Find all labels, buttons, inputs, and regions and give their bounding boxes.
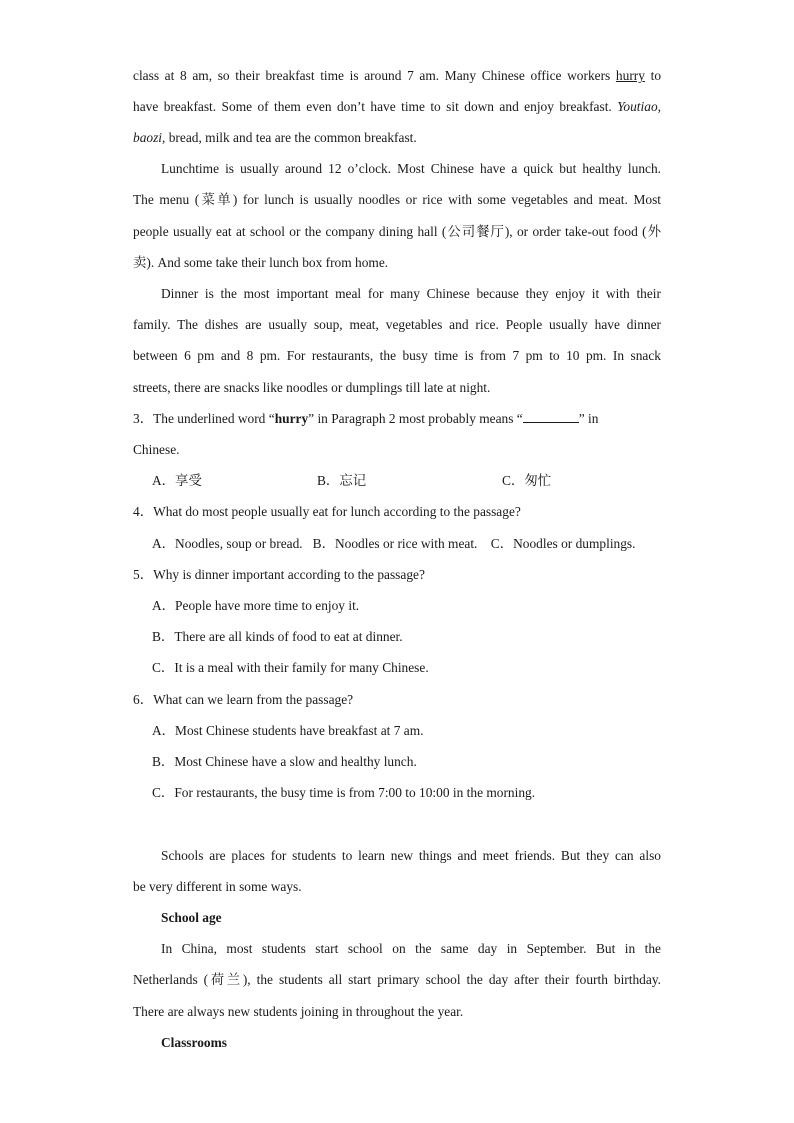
question-5-option-c: C．It is a meal with their family for many Chinese. [152, 660, 429, 675]
passage2-heading-school-age: School age [161, 910, 222, 925]
passage1-p2-line3: people usually eat at school or the company dining hall (公司餐厅), or order take-out food (外 [133, 224, 661, 239]
text-segment: , bread, milk and tea are the common breakfast. [162, 130, 417, 145]
passage1-p2-line2: The menu (菜单) for lunch is usually noodles or rice with some vegetables and meat. Most [133, 192, 661, 207]
text-segment: ” in Paragraph 2 most probably means “ [308, 411, 523, 426]
answer-blank [523, 409, 579, 423]
passage2-body1-line3: There are always new students joining in throughout the year. [133, 1004, 464, 1019]
question-6-option-c: C．For restaurants, the busy time is from 7:00 to 10:00 in the morning. [152, 785, 536, 800]
question-3-stem-cont: Chinese. [133, 442, 180, 457]
passage1-p1-line2 [133, 97, 661, 117]
passage1-p3-line1: Dinner is the most important meal for many Chinese because they enjoy it with their [161, 286, 661, 301]
question-5-option-a: A．People have more time to enjoy it. [152, 598, 360, 613]
italic-word: baozi [133, 130, 163, 145]
text-segment: have breakfast. Some of them even don’t have time to sit down and enjoy breakfast. [133, 99, 618, 114]
bold-word-hurry: hurry [274, 411, 309, 426]
question-4-options: A．Noodles, soup or bread. B．Noodles or rice with meat. C．Noodles or dumplings. [152, 536, 636, 551]
question-3-option-a: A．享受 [152, 473, 202, 488]
question-3-option-c: C．匆忙 [502, 473, 552, 488]
passage1-p2-line1: Lunchtime is usually around 12 o’clock. Most Chinese have a quick but healthy lunch. [161, 161, 661, 176]
question-5-option-b: B．There are all kinds of food to eat at dinner. [152, 629, 403, 644]
passage2-body1-line2: Netherlands (荷兰), the students all start primary school the day after their fourth birthday. [133, 972, 661, 987]
question-6-option-a: A．Most Chinese students have breakfast at 7 am. [152, 723, 424, 738]
passage2-intro-line1: Schools are places for students to learn new things and meet friends. But they can also [161, 848, 661, 863]
question-5-stem: 5．Why is dinner important according to the passage? [133, 567, 425, 582]
question-4-stem: 4．What do most people usually eat for lunch according to the passage? [133, 504, 521, 519]
italic-word: Youtiao, [617, 99, 661, 114]
passage2-intro-line2: be very different in some ways. [133, 879, 302, 894]
underlined-word-hurry: hurry [615, 68, 645, 83]
passage1-p3-line2: family. The dishes are usually soup, meat, vegetables and rice. People usually have dinner [133, 317, 661, 332]
question-3-stem [133, 409, 661, 429]
passage1-p1-line3 [133, 128, 661, 148]
passage1-p3-line3: between 6 pm and 8 pm. For restaurants, the busy time is from 7 pm to 10 pm. In snack [133, 348, 661, 363]
text-segment: to [644, 68, 662, 83]
passage2-heading-classrooms: Classrooms [161, 1035, 227, 1050]
passage1-p2-line4: 卖). And some take their lunch box from home. [133, 255, 389, 270]
question-3-option-b: B．忘记 [317, 473, 367, 488]
passage2-body1-line1: In China, most students start school on the same day in September. But in the [161, 941, 661, 956]
question-6-stem: 6．What can we learn from the passage? [133, 692, 354, 707]
passage1-p1-line1 [133, 66, 661, 86]
text-segment: class at 8 am, so their breakfast time is around 7 am. Many Chinese office workers [133, 68, 616, 83]
text-segment: ” in [578, 411, 599, 426]
question-6-option-b: B．Most Chinese have a slow and healthy lunch. [152, 754, 417, 769]
text-segment: 3．The underlined word “ [133, 411, 275, 426]
passage1-p3-line4: streets, there are snacks like noodles or dumplings till late at night. [133, 380, 491, 395]
